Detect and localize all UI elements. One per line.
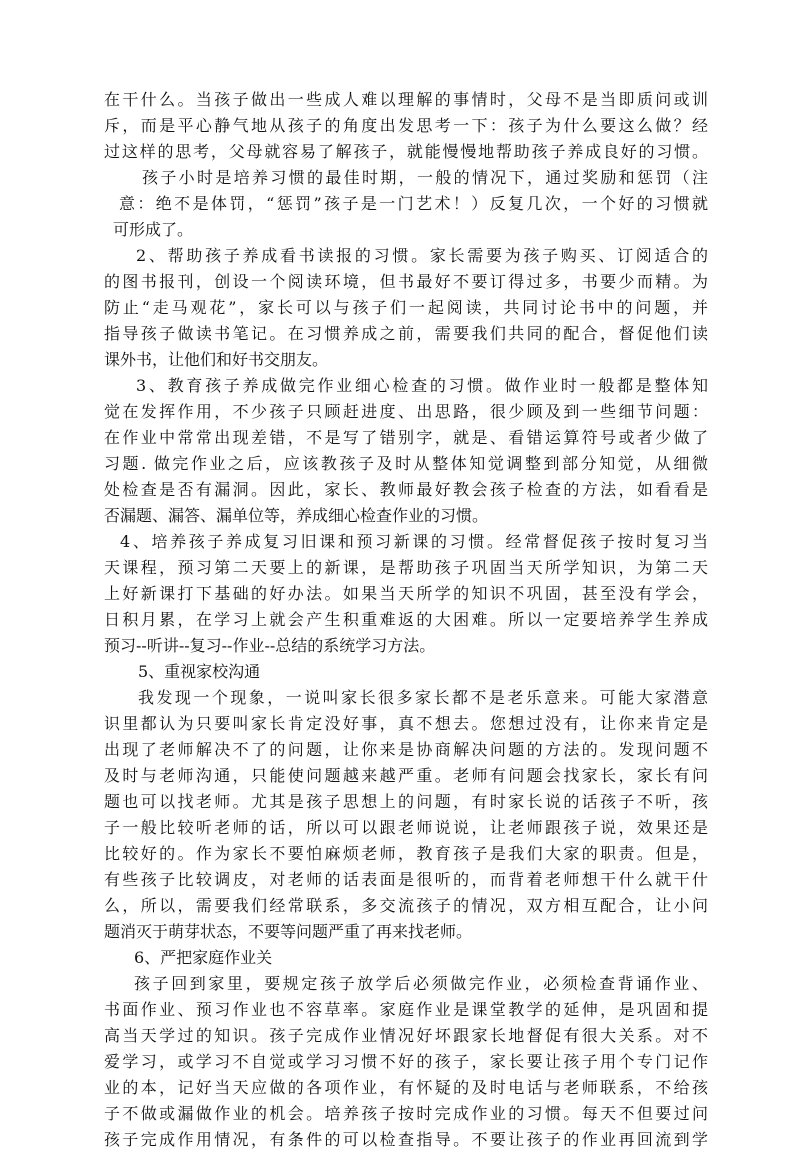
text-line: 及时与老师沟通，只能使问题越来越严重。老师有问题会找家长，家长有问 — [104, 766, 708, 785]
text-line: 指导孩子做读书笔记。在习惯养成之前，需要我们共同的配合，督促他们读 — [104, 324, 708, 343]
text-line: 出现了老师解决不了的问题，让你来是协商解决问题的方法的。发现问题不 — [104, 740, 708, 759]
text-line: 防止“走马观花”，家长可以与孩子们一起阅读，共同讨论书中的问题，并 — [104, 298, 708, 317]
text-line: 3、教育孩子养成做完作业细心检查的习惯。做作业时一般都是整体知 — [136, 376, 708, 395]
text-line: 孩子完成作用情况，有条件的可以检查指导。不要让孩子的作业再回流到学 — [104, 1130, 708, 1149]
text-line: 2、帮助孩子养成看书读报的习惯。家长需要为孩子购买、订阅适合的 — [136, 246, 708, 265]
text-line: 高当天学过的知识。孩子完成作业情况好坏跟家长地督促有很大关系。对不 — [104, 1026, 708, 1045]
text-line: 处检查是否有漏洞。因此，家长、教师最好教会孩子检查的方法，如看看是 — [104, 480, 708, 499]
text-line: 子一般比较听老师的话，所以可以跟老师说说，让老师跟孩子说，效果还是 — [104, 818, 708, 837]
text-line: 预习--听讲--复习--作业--总结的系统学习方法。 — [104, 636, 436, 655]
text-line: 识里都认为只要叫家长肯定没好事，真不想去。您想过没有，让你来肯定是 — [104, 714, 708, 733]
section-heading: 6、严把家庭作业关 — [134, 948, 273, 967]
text-line: 上好新课打下基础的好办法。如果当天所学的知识不巩固，甚至没有学会， — [104, 584, 708, 603]
text-line: 在干什么。当孩子做出一些成人难以理解的事情时，父母不是当即质问或训 — [104, 90, 708, 109]
text-line: 意：绝不是体罚，“惩罚”孩子是一门艺术！）反复几次，一个好的习惯就 — [119, 194, 708, 213]
text-line: 过这样的思考，父母就容易了解孩子，就能慢慢地帮助孩子养成良好的习惯。 — [104, 142, 708, 161]
text-line: 题消灭于萌芽状态，不要等问题严重了再来找老师。 — [104, 922, 473, 941]
text-line: 爱学习，或学习不自觉或学习习惯不好的孩子，家长要让孩子用个专门记作 — [104, 1052, 708, 1071]
text-line: 觉在发挥作用，不少孩子只顾赶进度、出思路，很少顾及到一些细节问题： — [104, 402, 708, 421]
text-line: 日积月累，在学习上就会产生积重难返的大困难。所以一定要培养学生养成 — [104, 610, 708, 629]
text-line: 孩子小时是培养习惯的最佳时期，一般的情况下，通过奖励和惩罚（注 — [142, 168, 708, 187]
text-line: 可形成了。 — [113, 220, 194, 239]
document-body — [104, 87, 708, 1153]
text-line: 4、培养孩子养成复习旧课和预习新课的习惯。经常督促孩子按时复习当 — [120, 532, 708, 551]
text-line: 书面作业、预习作业也不容草率。家庭作业是课堂教学的延伸，是巩固和提 — [104, 1000, 708, 1019]
text-line: 课外书，让他们和好书交朋友。 — [104, 350, 329, 369]
text-line: 斥，而是平心静气地从孩子的角度出发思考一下：孩子为什么要这么做？经 — [104, 116, 708, 135]
text-line: 习题. 做完作业之后，应该教孩子及时从整体知觉调整到部分知觉，从细微 — [104, 454, 708, 473]
text-line: 否漏题、漏答、漏单位等，养成细心检查作业的习惯。 — [104, 506, 489, 525]
text-line: 的图书报刊，创设一个阅读环境，但书最好不要订得过多，书要少而精。为 — [104, 272, 708, 291]
text-line: 我发现一个现象，一说叫家长很多家长都不是老乐意来。可能大家潜意 — [138, 688, 708, 707]
text-line: 孩子回到家里，要规定孩子放学后必须做完作业，必须检查背诵作业、 — [134, 974, 708, 993]
text-line: 有些孩子比较调皮，对老师的话表面是很听的，而背着老师想干什么就干什 — [104, 870, 708, 889]
text-line: 业的本，记好当天应做的各项作业，有怀疑的及时电话与老师联系，不给孩 — [104, 1078, 708, 1097]
section-heading: 5、重视家校沟通 — [138, 662, 261, 681]
text-line: 在作业中常常出现差错，不是写了错别字，就是、看错运算符号或者少做了 — [104, 428, 708, 447]
text-line: 天课程，预习第二天要上的新课，是帮助孩子巩固当天所学知识，为第二天 — [104, 558, 708, 577]
text-line: 子不做或漏做作业的机会。培养孩子按时完成作业的习惯。每天不但要过问 — [104, 1104, 708, 1123]
text-line: 比较好的。作为家长不要怕麻烦老师，教育孩子是我们大家的职责。但是， — [104, 844, 708, 863]
text-line: 题也可以找老师。尤其是孩子思想上的问题，有时家长说的话孩子不听，孩 — [104, 792, 708, 811]
text-line: 么，所以，需要我们经常联系，多交流孩子的情况，双方相互配合，让小问 — [104, 896, 708, 915]
